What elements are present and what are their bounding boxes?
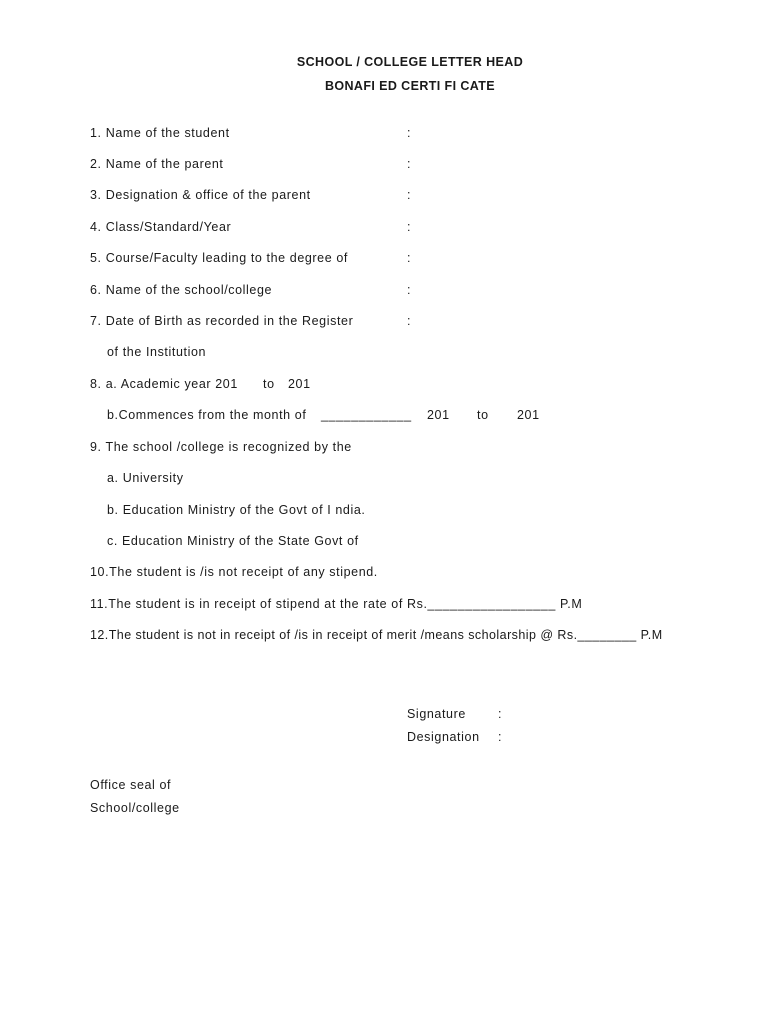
stipend-status-label: 10.The student is /is not receipt of any stipend. <box>90 565 378 579</box>
recognized-state-ministry: c. Education Ministry of the State Govt of <box>107 534 359 548</box>
course-faculty-label: 5. Course/Faculty leading to the degree of <box>90 251 348 265</box>
certificate-title: BONAFI ED CERTI FI CATE <box>324 79 496 93</box>
student-name-colon: : <box>407 126 412 140</box>
academic-year-label: 8. a. Academic year 201 <box>90 377 238 391</box>
dob-colon: : <box>407 314 412 328</box>
recognized-university: a. University <box>107 471 184 485</box>
dob-label: 7. Date of Birth as recorded in the Register <box>90 314 354 328</box>
class-year-colon: : <box>407 220 412 234</box>
school-name-colon: : <box>407 283 412 297</box>
commences-month-blank: ____________ <box>321 408 412 422</box>
recognized-central-ministry: b. Education Ministry of the Govt of I ndia. <box>107 503 366 517</box>
commences-year-start: 201 <box>427 408 450 422</box>
stipend-rate-label: 11.The student is in receipt of stipend at the rate of Rs._________________ P.M <box>90 597 583 611</box>
school-name-label: 6. Name of the school/college <box>90 283 273 297</box>
student-name-label: 1. Name of the student <box>90 126 230 140</box>
parent-designation-label: 3. Designation & office of the parent <box>90 188 311 202</box>
office-seal-label: Office seal of <box>90 778 172 792</box>
office-seal-school: School/college <box>90 801 180 815</box>
scholarship-label: 12.The student is not in receipt of /is in receipt of merit /means scholarship @ Rs.________ P.M <box>90 628 663 642</box>
commences-to: to <box>477 408 489 422</box>
signature-colon: : <box>498 707 503 721</box>
parent-designation-colon: : <box>407 188 412 202</box>
recognized-by-label: 9. The school /college is recognized by the <box>90 440 352 454</box>
parent-name-colon: : <box>407 157 412 171</box>
academic-year-to: to <box>263 377 275 391</box>
academic-year-end: 201 <box>288 377 311 391</box>
letterhead-title: SCHOOL / COLLEGE LETTER HEAD <box>296 55 524 69</box>
signature-label: Signature <box>407 707 466 721</box>
parent-name-label: 2. Name of the parent <box>90 157 224 171</box>
commences-year-end: 201 <box>517 408 540 422</box>
designation-colon: : <box>498 730 503 744</box>
course-faculty-colon: : <box>407 251 412 265</box>
class-year-label: 4. Class/Standard/Year <box>90 220 232 234</box>
designation-label: Designation <box>407 730 480 744</box>
dob-label-continued: of the Institution <box>107 345 207 359</box>
commences-month-label: b.Commences from the month of <box>107 408 307 422</box>
